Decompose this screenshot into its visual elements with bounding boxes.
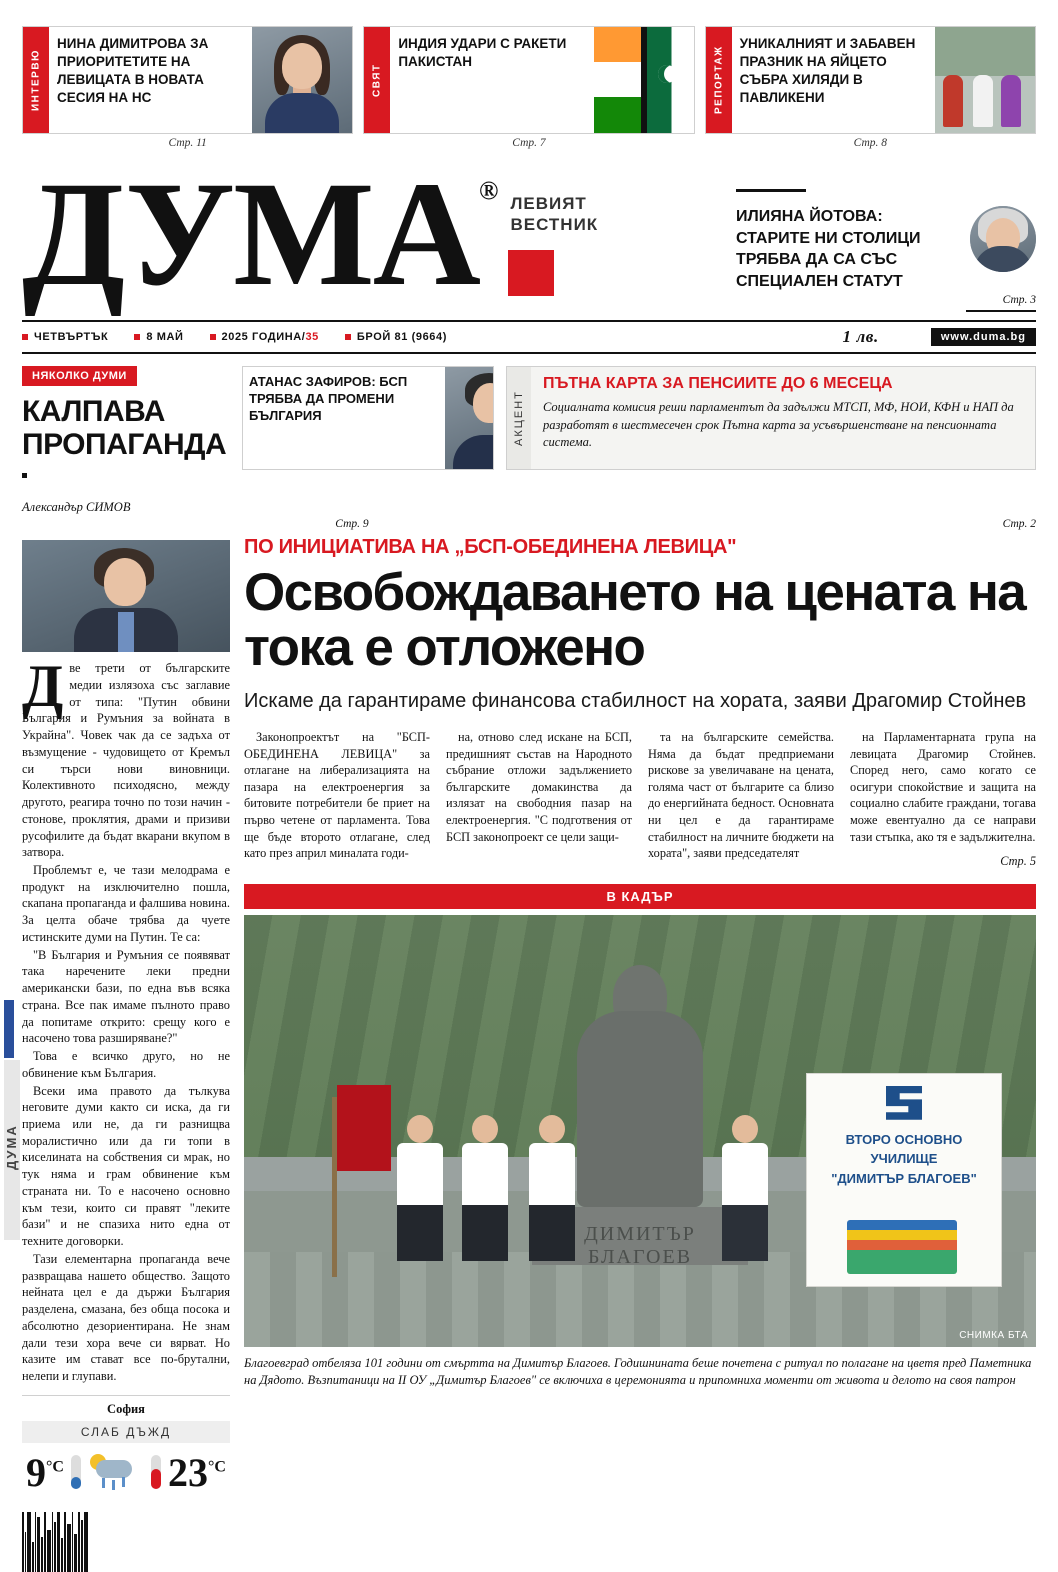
second-teaser-row <box>22 366 1036 515</box>
teaser-thumb-festival <box>935 27 1035 133</box>
website-url[interactable]: www.duma.bg <box>931 328 1036 346</box>
teaser-zafirov[interactable] <box>242 366 494 470</box>
school-logo-icon <box>886 1086 922 1120</box>
lead-subhead: Искаме да гарантираме финансова стабилност на хората, заяви Драгомир Стойнев <box>244 690 1027 713</box>
price: 1 лв. <box>842 327 879 347</box>
teaser-text-reportage: УНИКАЛНИЯТ И ЗАБАВЕН ПРАЗНИК НА ЯЙЦЕТО СЪБРА ХИЛЯДИ В ПАВЛИКЕНИ <box>739 36 916 105</box>
weather-condition: СЛАБ ДЪЖД <box>22 1421 230 1443</box>
teaser-page-3: Стр. 8 <box>853 137 888 149</box>
teaser-world[interactable] <box>363 26 694 134</box>
top-teaser-strip <box>22 0 1036 134</box>
statue-inscription: ДИМИТЪР БЛАГОЕВ <box>584 1222 696 1268</box>
opinion-column <box>22 536 230 1572</box>
teaser-text-world: ИНДИЯ УДАРИ С РАКЕТИ ПАКИСТАН <box>398 36 567 69</box>
side-teaser-photo <box>970 206 1036 272</box>
divider <box>736 189 806 192</box>
date: 8 МАЙ <box>134 331 183 343</box>
akcent-box[interactable] <box>506 366 1036 470</box>
weather-city: София <box>107 1401 145 1416</box>
opinion-paragraph: Тази елементарна пропаганда вече развращава нашето общество. Защото нейната цел е да държи България разделена, смазана, без обща посока и абсолютно дезориентирана. Не знам дали тези хора вече си вярват. Но казите им стават все по-брутални, нелепи и глупави. <box>22 1251 230 1383</box>
akcent-tag: АКЦЕНТ <box>507 367 531 469</box>
lead-paragraph: на Парламентарната група на левицата Драгомир Стойнев. Според него, само когато се осигури спокойствие и защита на социално слабите граждани, тогава може евентуално да се направи тази стъпка, ако тя е задължителна. <box>850 729 1036 844</box>
opinion-paragraph: "В България и Румъния се появяват така наречените леки предни американски бази, по една във всяка страна. Все пак имаме пълното право да попитаме открито: срещу кого е насочено това разширяване?" <box>22 947 230 1046</box>
teaser-reportage[interactable] <box>705 26 1036 134</box>
opinion-body <box>22 653 230 1385</box>
school-banner <box>806 1073 1002 1287</box>
banner-line-3: "ДИМИТЪР БЛАГОЕВ" <box>831 1170 977 1186</box>
lead-kicker: ПО ИНИЦИАТИВА НА „БСП-ОБЕДИНЕНА ЛЕВИЦА" <box>244 536 737 559</box>
divider-2 <box>966 310 1036 312</box>
teaser-interview[interactable] <box>22 26 353 134</box>
teaser-text-interview: НИНА ДИМИТРОВА ЗА ПРИОРИТЕТИТЕ НА ЛЕВИЦАТА В НОВАТА СЕСИЯ НА НС <box>57 36 209 105</box>
opinion-paragraph: Това е всичко друго, но не обвинение към България. <box>22 1049 230 1080</box>
akcent-text: Социалната комисия реши парламентът да задължи МТСП, МФ, НОИ, КФН и НАП да разработят в шестмесечен срок Пътна карта за усъвършенстване на пенсионната система. <box>543 400 1014 450</box>
teaser-zafirov-photo <box>445 367 493 469</box>
thermometer-warm-icon <box>151 1455 161 1489</box>
row2-page-refs <box>22 518 1036 530</box>
dropcap: Д <box>22 653 64 720</box>
year: 2025 ГОДИНА/35 <box>210 331 319 343</box>
teaser-page-2: Стр. 7 <box>512 137 546 149</box>
akcent-title: ПЪТНА КАРТА ЗА ПЕНСИИТЕ ДО 6 МЕСЕЦА <box>543 375 893 393</box>
lead-headline: Освобождаването на цената на тока е отложено <box>244 563 1026 678</box>
lead-paragraph: на, отново след искане на БСП, предишният състав на Народното събрание отложи задължението българските домакинства да излязат на свободния пазар на електроенергия. "С подготвения от БСП законопроект се цели защи- <box>446 729 632 844</box>
rain-cloud-icon <box>88 1452 144 1492</box>
lead-paragraph: та на българските семейства. Няма да бъдат предприемани рискове за увеличаване на цената, голяма част от българите са близо до енергийната бедност. Основната ни цел е да гарантираме стабилност на личните бюджети на хората", заяви председателят <box>648 729 834 861</box>
lead-page-ref: Стр. 5 <box>1000 854 1036 869</box>
teaser-tag-reportage: РЕПОРТАЖ <box>706 27 732 133</box>
logo-wrap <box>22 151 497 317</box>
photo-credit: СНИМКА БТА <box>959 1329 1028 1341</box>
opinion-paragraph: Две трети от българските медии излязоха със заглавие от типа: "Путин обвини България и Румъния за войната в Украйна". Човек чак да се задъха от възмущение - чудовището от Кремъл си търси нови виновници. Колективното психодясно, между другото, реагира точно по този начин - стонове, проклятия, драми и призиви русофилите да бъдат вкарани вкупом в затвора. <box>22 653 230 860</box>
teaser-tag-world: СВЯТ <box>364 27 390 133</box>
edge-blue-mark <box>4 1000 14 1058</box>
banner-line-1: ВТОРО ОСНОВНО <box>845 1131 963 1147</box>
opinion-title: КАЛПАВА ПРОПАГАНДА <box>22 395 227 461</box>
teaser-page-1: Стр. 11 <box>168 137 207 149</box>
kadur-section-bar: В КАДЪР <box>244 884 1036 909</box>
side-teaser-page: Стр. 3 <box>1002 294 1036 307</box>
tagline-line-2: ВЕСТНИК <box>510 215 599 235</box>
tagline-line-1: ЛЕВИЯТ <box>510 194 587 213</box>
opinion-paragraph: Всеки има правото да тълкува неговите думи както си иска, да ги приема или не, да ги разнищва моралистично или да ги топи в киселината на собствения си мрак, но тук няма и грам обвинение към страната ни. То е насочено основно към тези, които си правят "леките бази" и не спазиха нито една от техните договорки. <box>22 1083 230 1249</box>
photo-caption: Благоевград отбеляза 101 години от смъртта на Димитър Благоев. Годишнината беше почетена с ритуал по полагане на цветя пред Паметника на Дядото. Възпитаници на II ОУ „Димитър Благоев" се включиха в церемонията и припомниха моменти от живота и делото на своя патрон <box>244 1355 1032 1388</box>
masthead-side-teaser[interactable] <box>736 163 1036 312</box>
books-illustration <box>847 1220 957 1274</box>
banner-line-2: УЧИЛИЩЕ <box>870 1151 938 1167</box>
opinion-author-photo <box>22 540 230 652</box>
date-bar <box>22 320 1036 354</box>
side-teaser-headline: ИЛИЯНА ЙОТОВА: СТАРИТЕ НИ СТОЛИЦИ ТРЯБВА ДА СА СЪС СПЕЦИАЛЕН СТАТУТ <box>736 208 921 290</box>
weekday: ЧЕТВЪРТЪК <box>22 331 108 343</box>
masthead <box>22 149 1036 317</box>
teaser-tag-interview: ИНТЕРВЮ <box>23 27 49 133</box>
registered-icon: ® <box>479 176 497 205</box>
issue-number: БРОЙ 81 (9664) <box>345 331 447 343</box>
teaser-thumb-portrait <box>252 27 352 133</box>
opinion-header <box>22 366 230 515</box>
teaser-zafirov-text: АТАНАС ЗАФИРОВ: БСП ТРЯБВА ДА ПРОМЕНИ БЪЛГАРИЯ <box>249 374 408 424</box>
weather-temp-high: $23^{^\circ C}$ <box>168 1449 226 1495</box>
red-square-mark <box>508 250 554 296</box>
opinion-author: Александър СИМОВ <box>22 500 131 515</box>
lead-body <box>244 729 1036 870</box>
lead-story <box>244 536 1036 1572</box>
teaser-thumb-flags <box>594 27 694 133</box>
side-strip-logo: ДУМА <box>4 1060 20 1240</box>
teaser-page-refs <box>22 137 1036 149</box>
opinion-paragraph: Проблемът е, че тази мелодрама е продукт на изключително пошла, скапана пропаганда и фалшива новина. За целта обаче трябва да чуете истинските думи на Путин. Те са: <box>22 862 230 944</box>
barcode <box>22 1506 230 1572</box>
masthead-tagline <box>510 193 598 236</box>
decorative-dot <box>22 473 27 478</box>
lead-paragraph: Законопроектът на "БСП-ОБЕДИНЕНА ЛЕВИЦА" за отлагане на либерализацията на пазара на електроенергия за битовите потребители бе приет на първо четене от парламента. Това ще бъде второто отлагане, след като през април миналата годи- <box>244 729 430 861</box>
newspaper-logo: ДУМА® <box>22 151 497 317</box>
weather-temp-low: $9^{^\circ C}$ <box>26 1449 64 1495</box>
main-content <box>22 536 1036 1572</box>
main-photo <box>244 915 1036 1347</box>
zafirov-page: Стр. 9 <box>335 518 369 531</box>
akcent-page: Стр. 2 <box>1002 518 1036 531</box>
opinion-badge: НЯКОЛКО ДУМИ <box>22 366 137 386</box>
thermometer-cold-icon <box>71 1455 81 1489</box>
weather-widget <box>22 1395 230 1496</box>
